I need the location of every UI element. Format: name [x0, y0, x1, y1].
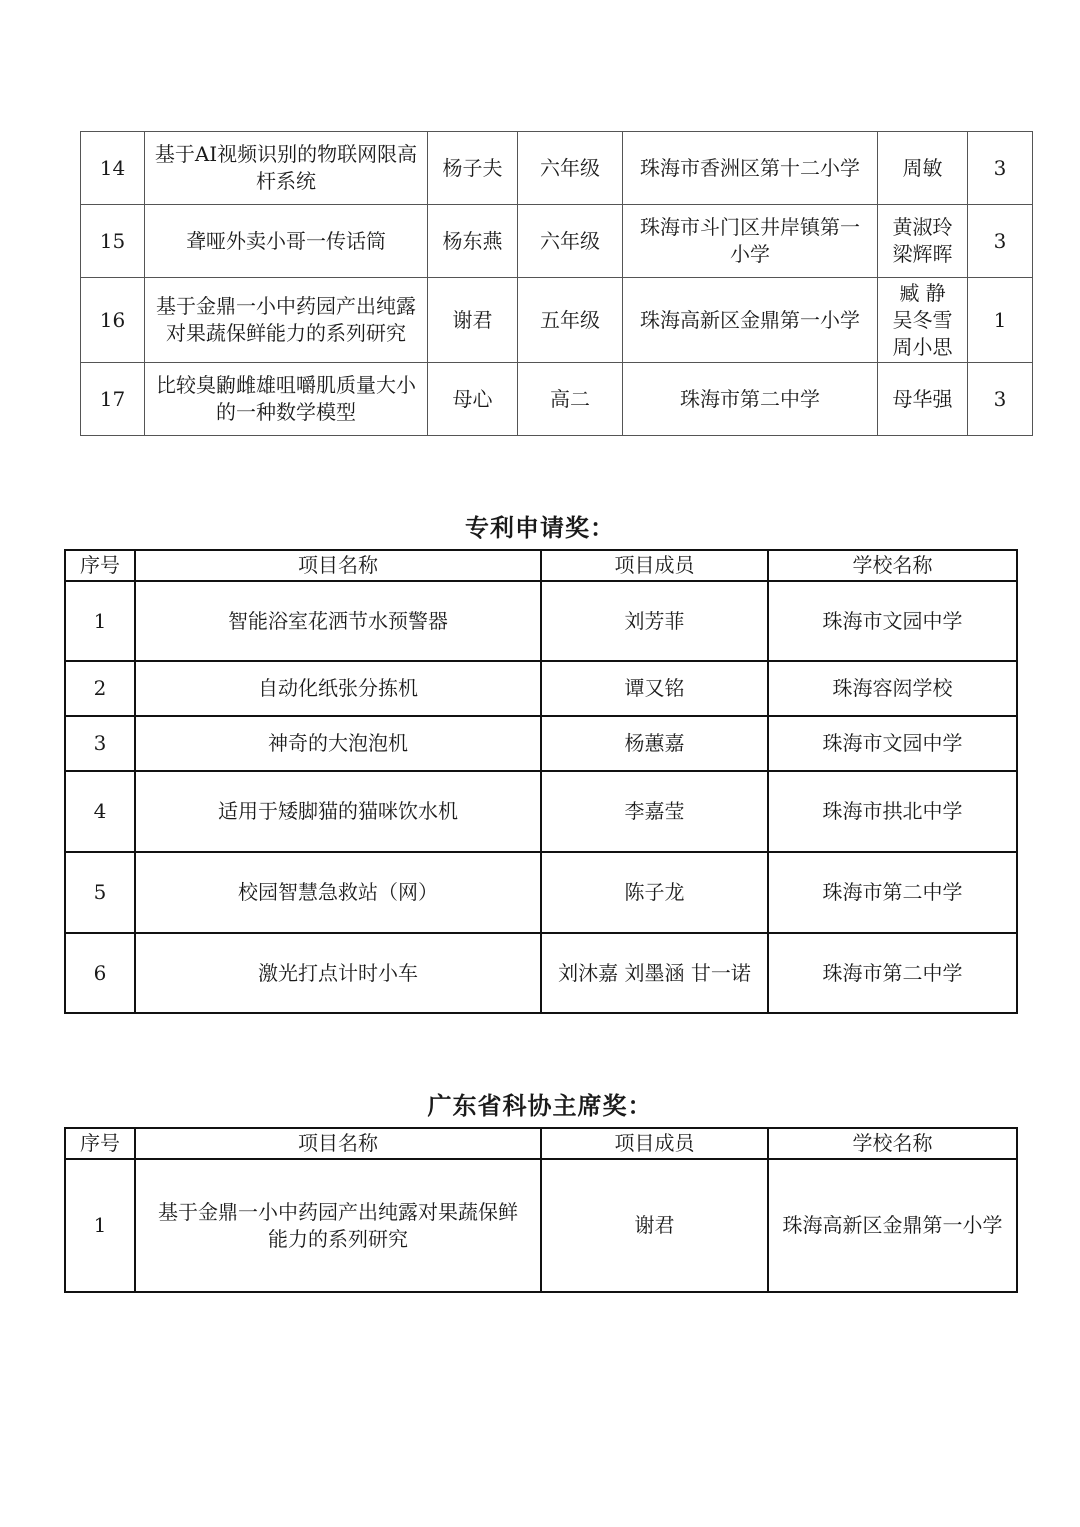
teacher-name: 臧 静 吴冬雪 周小思 — [878, 278, 968, 363]
school-name: 珠海容闳学校 — [768, 661, 1017, 716]
school-name: 珠海市香洲区第十二小学 — [623, 132, 878, 205]
header-project: 项目名称 — [135, 1128, 541, 1159]
member-name: 谢君 — [428, 278, 518, 363]
row-number: 15 — [81, 205, 145, 278]
members: 李嘉莹 — [541, 771, 768, 852]
table-row — [81, 363, 1033, 436]
row-number: 6 — [65, 933, 135, 1013]
award-level: 3 — [968, 205, 1033, 278]
table-row — [65, 661, 1017, 716]
award-level: 3 — [968, 132, 1033, 205]
school-name: 珠海市第二中学 — [623, 363, 878, 436]
header-row — [65, 1128, 1017, 1159]
teacher-name: 周敏 — [878, 132, 968, 205]
project-name: 智能浴室花洒节水预警器 — [135, 581, 541, 661]
table-row — [65, 581, 1017, 661]
patent-award-table — [64, 549, 1018, 1014]
member-name: 杨东燕 — [428, 205, 518, 278]
grade: 六年级 — [518, 132, 623, 205]
row-number: 5 — [65, 852, 135, 933]
table-row — [65, 1159, 1017, 1292]
row-number: 14 — [81, 132, 145, 205]
header-members: 项目成员 — [541, 1128, 768, 1159]
patent-award-title: 专利申请奖： — [465, 513, 615, 542]
header-members: 项目成员 — [541, 550, 768, 581]
header-row — [65, 550, 1017, 581]
grade: 五年级 — [518, 278, 623, 363]
award-level: 1 — [968, 278, 1033, 363]
row-number: 1 — [65, 1159, 135, 1292]
table-row — [65, 771, 1017, 852]
members: 谢君 — [541, 1159, 768, 1292]
row-number: 4 — [65, 771, 135, 852]
school-name: 珠海市文园中学 — [768, 716, 1017, 771]
table-row — [81, 205, 1033, 278]
project-name: 比较臭鼩雌雄咀嚼肌质量大小的一种数学模型 — [145, 363, 428, 436]
members: 刘沐嘉 刘墨涵 甘一诺 — [541, 933, 768, 1013]
members: 谭又铭 — [541, 661, 768, 716]
award-level: 3 — [968, 363, 1033, 436]
school-name: 珠海市第二中学 — [768, 933, 1017, 1013]
school-name: 珠海市第二中学 — [768, 852, 1017, 933]
members: 刘芳菲 — [541, 581, 768, 661]
project-name: 聋哑外卖小哥一传话筒 — [145, 205, 428, 278]
teacher-name: 黄淑玲 梁辉晖 — [878, 205, 968, 278]
teacher-name: 母华强 — [878, 363, 968, 436]
project-name: 自动化纸张分拣机 — [135, 661, 541, 716]
school-name: 珠海高新区金鼎第一小学 — [768, 1159, 1017, 1292]
table-row — [81, 278, 1033, 363]
row-number: 2 — [65, 661, 135, 716]
member-name: 母心 — [428, 363, 518, 436]
row-number: 1 — [65, 581, 135, 661]
project-name: 适用于矮脚猫的猫咪饮水机 — [135, 771, 541, 852]
chairman-award-table — [64, 1127, 1018, 1293]
header-no: 序号 — [65, 550, 135, 581]
row-number: 3 — [65, 716, 135, 771]
school-name: 珠海市斗门区井岸镇第一小学 — [623, 205, 878, 278]
grade: 六年级 — [518, 205, 623, 278]
row-number: 17 — [81, 363, 145, 436]
table-row — [81, 132, 1033, 205]
header-school: 学校名称 — [768, 550, 1017, 581]
members: 杨蕙嘉 — [541, 716, 768, 771]
grade: 高二 — [518, 363, 623, 436]
school-name: 珠海高新区金鼎第一小学 — [623, 278, 878, 363]
project-name: 神奇的大泡泡机 — [135, 716, 541, 771]
row-number: 16 — [81, 278, 145, 363]
project-name: 激光打点计时小车 — [135, 933, 541, 1013]
continued-awards-table — [80, 131, 1033, 436]
header-school: 学校名称 — [768, 1128, 1017, 1159]
header-project: 项目名称 — [135, 550, 541, 581]
school-name: 珠海市文园中学 — [768, 581, 1017, 661]
project-name: 校园智慧急救站（网） — [135, 852, 541, 933]
members: 陈子龙 — [541, 852, 768, 933]
table-row — [65, 716, 1017, 771]
project-name: 基于AI视频识别的物联网限高杆系统 — [145, 132, 428, 205]
table-row — [65, 933, 1017, 1013]
school-name: 珠海市拱北中学 — [768, 771, 1017, 852]
project-name: 基于金鼎一小中药园产出纯露对果蔬保鲜能力的系列研究 — [135, 1159, 541, 1292]
member-name: 杨子夫 — [428, 132, 518, 205]
table-row — [65, 852, 1017, 933]
chairman-award-title: 广东省科协主席奖： — [427, 1091, 653, 1120]
project-name: 基于金鼎一小中药园产出纯露对果蔬保鲜能力的系列研究 — [145, 278, 428, 363]
header-no: 序号 — [65, 1128, 135, 1159]
